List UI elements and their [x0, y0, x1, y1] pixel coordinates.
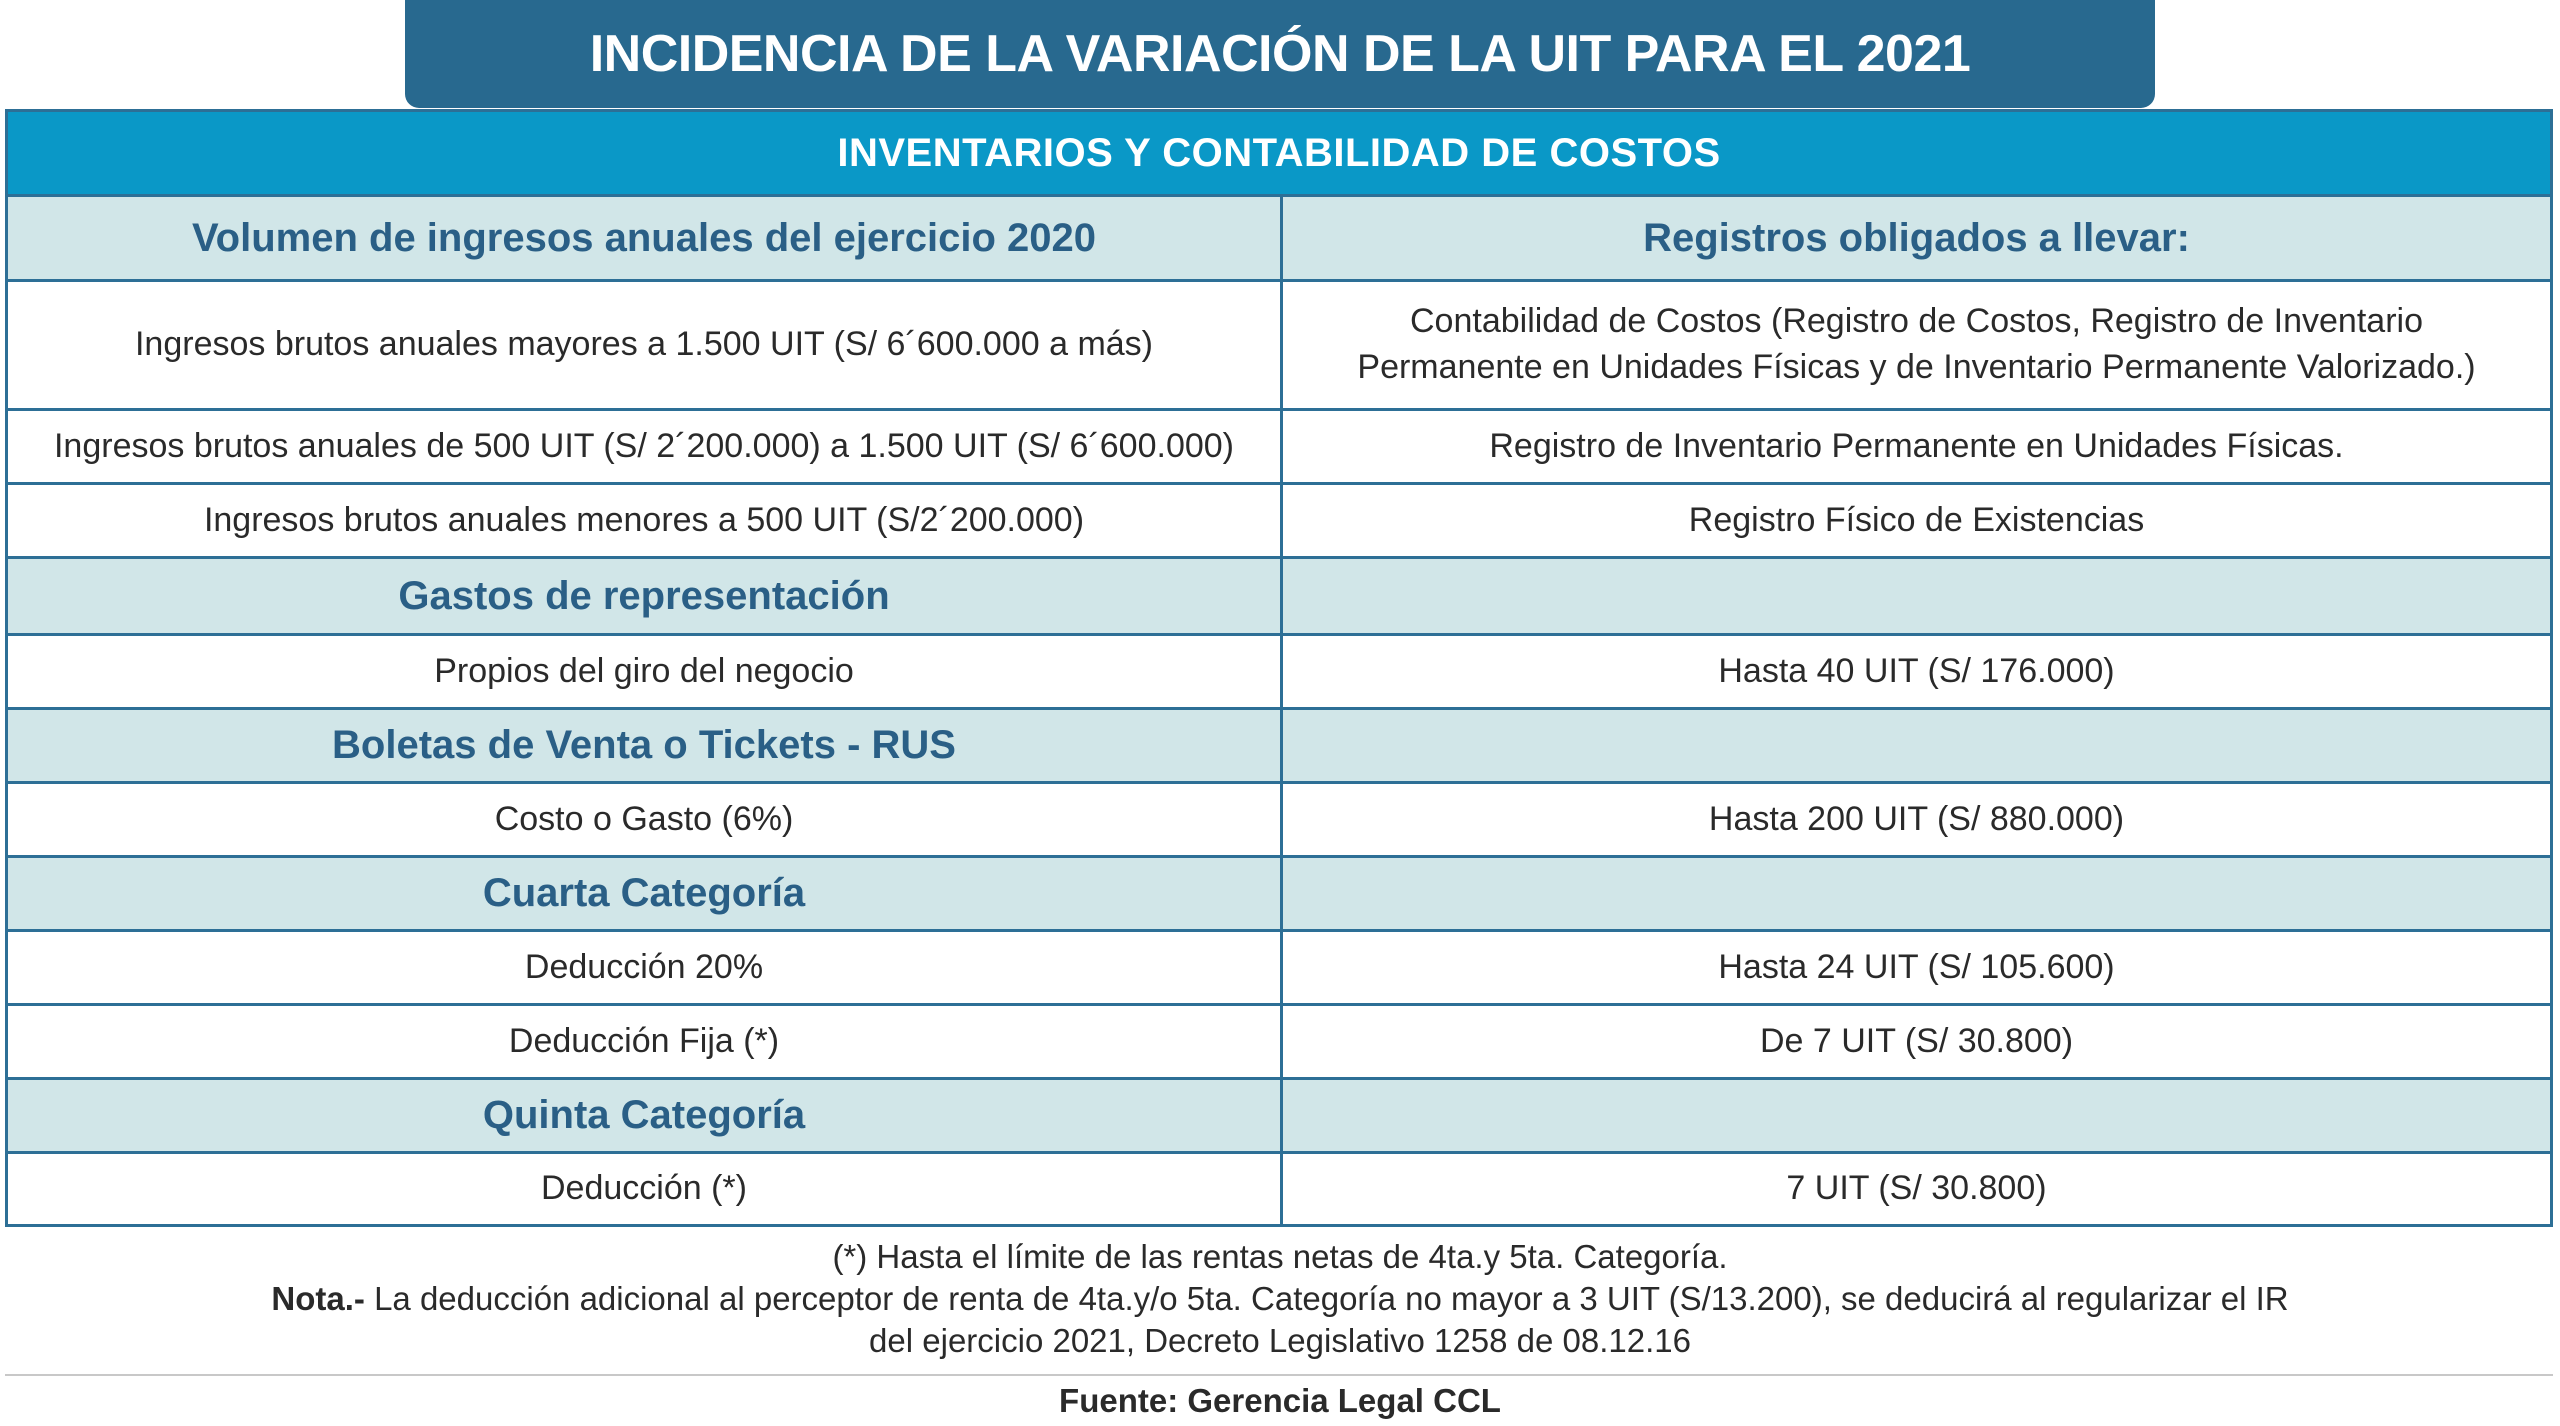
table-cell: Deducción 20%	[8, 932, 1283, 1003]
note-line: del ejercicio 2021, Decreto Legislativo 1258 de 08.12.16	[869, 1322, 1691, 1359]
note-label: Nota.-	[271, 1280, 365, 1317]
column-header-records: Registros obligados a llevar:	[1643, 215, 2190, 260]
table-cell-line: Permanente en Unidades Físicas y de Inventario Permanente Valorizado.)	[1357, 348, 2476, 386]
table-cell: Ingresos brutos anuales de 500 UIT (S/ 2´200.000) a 1.500 UIT (S/ 6´600.000)	[8, 411, 1283, 482]
table-cell: 7 UIT (S/ 30.800)	[1786, 1169, 2047, 1208]
table-row	[8, 784, 2550, 858]
table-row	[8, 858, 2550, 932]
table-cell	[1283, 858, 2550, 929]
note-line	[0, 1278, 2560, 1320]
table-row	[8, 559, 2550, 636]
table-cell: Hasta 40 UIT (S/ 176.000)	[1718, 651, 2115, 690]
table-cell: Deducción Fija (*)	[8, 1006, 1283, 1077]
table-row	[8, 710, 2550, 784]
table-cell: Deducción (*)	[8, 1154, 1283, 1224]
category-label: Quinta Categoría	[8, 1080, 1283, 1151]
footnotes	[0, 1236, 2560, 1362]
table-cell: De 7 UIT (S/ 30.800)	[1759, 1021, 2074, 1060]
table-cell-line: Contabilidad de Costos (Registro de Costos, Registro de Inventario	[1410, 302, 2423, 341]
table-cell: Ingresos brutos anuales menores a 500 UIT (S/2´200.000)	[8, 485, 1283, 556]
source-credit: Fuente: Gerencia Legal CCL	[1059, 1382, 1501, 1419]
table-cell	[1283, 282, 2550, 408]
table-cell	[1283, 559, 2550, 633]
table-cell: Propios del giro del negocio	[8, 636, 1283, 707]
table-row	[8, 197, 2550, 282]
table-cell	[1283, 710, 2550, 781]
category-label: Boletas de Venta o Tickets - RUS	[8, 710, 1283, 781]
table-row	[8, 932, 2550, 1006]
table-row	[8, 485, 2550, 559]
footnote: (*) Hasta el límite de las rentas netas de 4ta.y 5ta. Categoría.	[832, 1238, 1728, 1275]
note-text: La deducción adicional al perceptor de renta de 4ta.y/o 5ta. Categoría no mayor a 3 UIT (S/13.200), se deducirá al regularizar el IR	[364, 1280, 2289, 1317]
table-cell: Ingresos brutos anuales mayores a 1.500 UIT (S/ 6´600.000 a más)	[8, 282, 1283, 408]
page-title: INCIDENCIA DE LA VARIACIÓN DE LA UIT PARA EL 2021	[405, 0, 2155, 108]
table-cell: Hasta 200 UIT (S/ 880.000)	[1708, 799, 2125, 838]
column-header-volume: Volumen de ingresos anuales del ejercicio 2020	[8, 197, 1283, 279]
category-label: Gastos de representación	[8, 559, 1283, 633]
divider	[5, 1374, 2553, 1376]
table-row	[8, 1006, 2550, 1080]
table-row	[8, 411, 2550, 485]
table-cell: Costo o Gasto (6%)	[8, 784, 1283, 855]
table-row	[8, 1154, 2550, 1224]
table-row	[8, 282, 2550, 411]
section-header: INVENTARIOS Y CONTABILIDAD DE COSTOS	[8, 112, 2550, 197]
table-row	[8, 1080, 2550, 1154]
table-cell: Registro Físico de Existencias	[1688, 500, 2145, 539]
table-cell	[1283, 1080, 2550, 1151]
uit-table	[5, 109, 2553, 1227]
table-row	[8, 636, 2550, 710]
table-cell: Hasta 24 UIT (S/ 105.600)	[1718, 947, 2115, 986]
table-cell: Registro de Inventario Permanente en Unidades Físicas.	[1489, 426, 2344, 465]
category-label: Cuarta Categoría	[8, 858, 1283, 929]
